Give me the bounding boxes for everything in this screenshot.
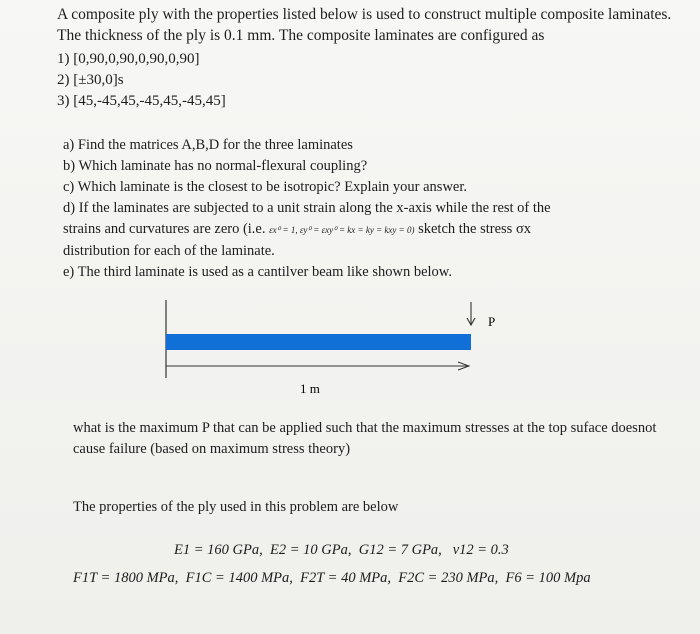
question-d-line2: [63, 219, 653, 241]
prop-F6: F6 = 100 Mpa: [505, 570, 591, 586]
config-2: 2) [±30,0]s: [57, 72, 124, 88]
max-load-question: what is the maximum P that can be applied such that the maximum stresses at the top suface doesnot cause failure (based on maximum stress theory): [73, 420, 657, 457]
question-d-text-pre: strains and curvatures are zero (i.e.: [63, 221, 266, 237]
prop-E2: E2 = 10 GPa,: [269, 542, 352, 558]
prop-F2C: F2C = 230 MPa,: [398, 570, 499, 586]
question-e: e) The third laminate is used as a cantilver beam like shown below.: [63, 264, 452, 280]
prop-E1: E1 = 160 GPa,: [174, 542, 263, 558]
cantilever-diagram: [150, 298, 510, 398]
length-label: 1 m: [300, 381, 320, 396]
question-c: c) Which laminate is the closest to be isotropic? Explain your answer.: [63, 179, 468, 195]
prop-v12: ν12 = 0.3: [452, 542, 509, 558]
strain-condition-math: εx⁰ = 1, εy⁰ = εxy⁰ = kx = ky = kxy = 0): [269, 225, 415, 235]
stiffness-properties: [174, 542, 509, 559]
intro-paragraph: [57, 4, 687, 46]
load-label: P: [488, 314, 496, 329]
cantilever-beam: [166, 334, 471, 350]
question-d-line1: d) If the laminates are subjected to a unit strain along the x-axis while the rest of the: [63, 200, 551, 216]
config-3: 3) [45,-45,45,-45,45,-45,45]: [57, 93, 226, 109]
question-d-line3: distribution for each of the laminate.: [63, 243, 275, 259]
prop-F1T: F1T = 1800 MPa,: [73, 570, 179, 586]
question-d-text-post: sketch the stress σx: [418, 221, 532, 237]
question-list: [63, 135, 653, 283]
prop-F2T: F2T = 40 MPa,: [300, 570, 392, 586]
question-b: b) Which laminate has no normal-flexural coupling?: [63, 158, 368, 174]
config-1: 1) [0,90,0,90,0,90,0,90]: [57, 51, 200, 67]
question-a: a) Find the matrices A,B,D for the three laminates: [63, 137, 353, 153]
prop-F1C: F1C = 1400 MPa,: [185, 570, 293, 586]
laminate-configurations: [57, 49, 226, 112]
intro-text: A composite ply with the properties listed below is used to construct multiple composite laminates. The thickness of the ply is 0.1 mm. The composite laminates are configured as: [57, 6, 672, 44]
strength-properties: [73, 570, 591, 587]
prop-G12: G12 = 7 GPa,: [358, 542, 442, 558]
properties-title: The properties of the ply used in this problem are below: [73, 499, 399, 515]
